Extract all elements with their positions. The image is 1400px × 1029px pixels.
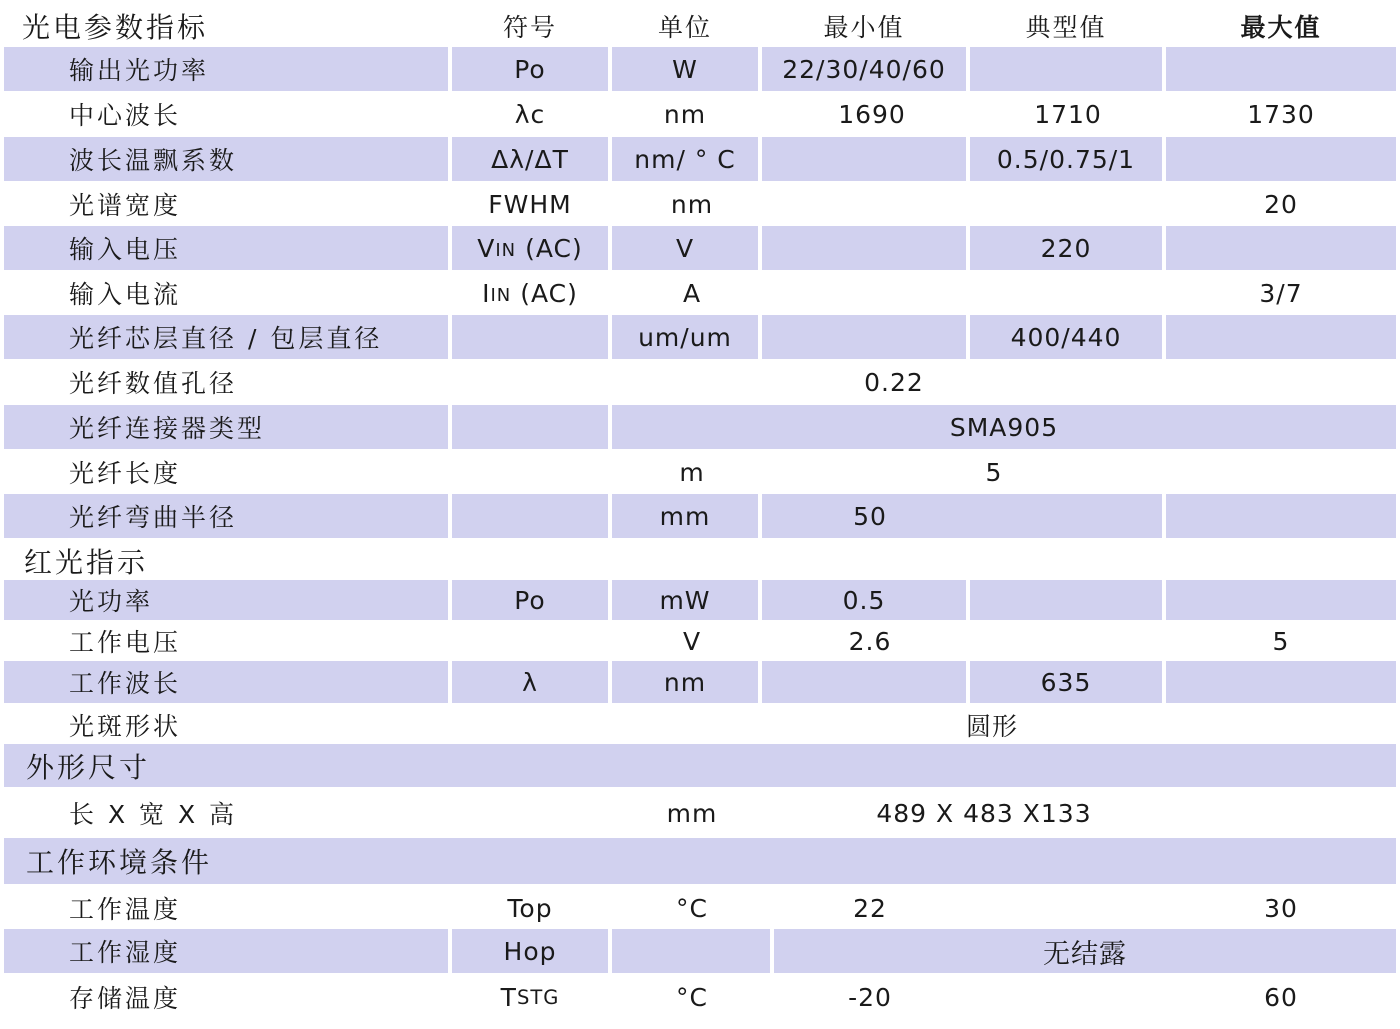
section-title: 红光指示 bbox=[24, 546, 149, 579]
cell-value: 圆形 bbox=[965, 712, 1018, 741]
cell-unit bbox=[612, 929, 770, 973]
table-row bbox=[0, 580, 1400, 620]
row-label: 光纤连接器类型 bbox=[4, 405, 448, 449]
row-label: 光斑形状 bbox=[69, 712, 182, 741]
table-row bbox=[0, 929, 1400, 973]
table-row bbox=[0, 975, 1400, 1019]
cell-unit: mW bbox=[612, 580, 758, 620]
cell-min bbox=[762, 661, 966, 703]
table-row bbox=[0, 494, 1400, 538]
cell-max: 20 bbox=[1264, 189, 1298, 219]
table-row bbox=[0, 405, 1400, 449]
cell-max bbox=[1166, 47, 1396, 91]
cell-symbol: Hop bbox=[452, 929, 608, 973]
cell-min bbox=[762, 137, 966, 181]
row-label: 光纤数值孔径 bbox=[69, 369, 238, 398]
cell-min bbox=[762, 226, 966, 270]
row-label: 中心波长 bbox=[69, 101, 182, 130]
cell-symbol: FWHM bbox=[488, 189, 572, 219]
cell-symbol: Top bbox=[507, 893, 553, 923]
cell-unit: V bbox=[682, 626, 702, 656]
row-label: 工作波长 bbox=[4, 661, 448, 703]
cell-symbol bbox=[452, 494, 608, 538]
cell-unit: nm bbox=[670, 189, 714, 219]
cell-value: 无结露 bbox=[774, 929, 1396, 973]
table-row bbox=[0, 92, 1400, 136]
cell-value: 5 bbox=[985, 457, 1003, 487]
symbol-tail: (AC) bbox=[525, 233, 583, 263]
section-header-red-light bbox=[0, 539, 1400, 583]
table-row bbox=[0, 704, 1400, 746]
cell-min: 22/30/40/60 bbox=[762, 47, 966, 91]
row-label: 输入电流 bbox=[69, 280, 182, 309]
row-label: 光纤弯曲半径 bbox=[4, 494, 448, 538]
row-label: 光纤长度 bbox=[69, 459, 182, 488]
cell-min: 1690 bbox=[838, 99, 906, 129]
row-label: 光纤芯层直径 / 包层直径 bbox=[4, 315, 448, 359]
table-row bbox=[0, 450, 1400, 494]
cell-symbol: Po bbox=[452, 47, 608, 91]
cell-min: 50 bbox=[762, 494, 978, 538]
symbol-subscript: IN bbox=[495, 239, 517, 261]
cell-max bbox=[1166, 494, 1396, 538]
cell-typ: 1710 bbox=[1034, 99, 1102, 129]
cell-unit: °C bbox=[676, 982, 708, 1012]
row-label: 工作温度 bbox=[69, 895, 182, 924]
cell-symbol: λc bbox=[514, 99, 546, 129]
cell-symbol bbox=[452, 226, 608, 270]
row-label: 光功率 bbox=[4, 580, 448, 620]
cell-value: 0.22 bbox=[864, 367, 924, 397]
table-row bbox=[0, 47, 1400, 91]
row-label: 长 X 宽 X 高 bbox=[69, 800, 238, 829]
cell-symbol: λ bbox=[452, 661, 608, 703]
cell-unit: A bbox=[682, 278, 702, 308]
cell-unit: um/um bbox=[612, 315, 758, 359]
table-title: 光电参数指标 bbox=[22, 11, 209, 44]
section-header-dimensions bbox=[0, 744, 1400, 787]
cell-typ bbox=[970, 494, 1162, 538]
table-row bbox=[0, 226, 1400, 270]
cell-max bbox=[1166, 661, 1396, 703]
cell-unit: W bbox=[612, 47, 758, 91]
row-label: 波长温飘系数 bbox=[4, 137, 448, 181]
cell-symbol: Po bbox=[452, 580, 608, 620]
cell-unit: nm bbox=[663, 99, 707, 129]
symbol-small-caps: STG bbox=[516, 985, 560, 1009]
row-label: 输出光功率 bbox=[4, 47, 448, 91]
cell-max: 60 bbox=[1264, 982, 1298, 1012]
cell-unit: m bbox=[679, 457, 705, 487]
table-row bbox=[0, 360, 1400, 404]
cell-min: 22 bbox=[853, 893, 887, 923]
col-header-typ: 典型值 bbox=[1025, 13, 1107, 42]
cell-typ bbox=[970, 580, 1162, 620]
table-row bbox=[0, 661, 1400, 703]
cell-typ: 220 bbox=[970, 226, 1162, 270]
table-row bbox=[0, 621, 1400, 661]
symbol-tail: (AC) bbox=[520, 278, 578, 308]
cell-symbol bbox=[452, 315, 608, 359]
cell-symbol bbox=[452, 975, 608, 1019]
cell-unit: mm bbox=[666, 798, 718, 828]
cell-unit: nm bbox=[612, 661, 758, 703]
row-label: 存储温度 bbox=[69, 984, 182, 1013]
row-label: 工作湿度 bbox=[4, 929, 448, 973]
col-header-unit: 单位 bbox=[657, 13, 712, 42]
section-title: 工作环境条件 bbox=[4, 838, 1396, 884]
cell-max bbox=[1166, 226, 1396, 270]
cell-symbol bbox=[452, 271, 608, 315]
row-label: 输入电压 bbox=[4, 226, 448, 270]
cell-unit: mm bbox=[612, 494, 758, 538]
section-title: 外形尺寸 bbox=[4, 744, 1396, 787]
section-header-environment bbox=[0, 838, 1400, 884]
symbol-main: V bbox=[477, 233, 496, 263]
cell-min: 0.5 bbox=[762, 580, 966, 620]
cell-min: 2.6 bbox=[848, 626, 892, 656]
cell-min: -20 bbox=[848, 982, 892, 1012]
col-header-min: 最小值 bbox=[823, 13, 905, 42]
table-row bbox=[0, 271, 1400, 315]
row-label: 工作电压 bbox=[69, 628, 182, 657]
cell-symbol: Δλ/ΔT bbox=[452, 137, 608, 181]
col-header-max: 最大值 bbox=[1240, 13, 1322, 42]
table-row bbox=[0, 790, 1400, 836]
cell-max bbox=[1166, 137, 1396, 181]
cell-symbol bbox=[452, 405, 608, 449]
table-row bbox=[0, 137, 1400, 181]
cell-max: 5 bbox=[1272, 626, 1290, 656]
cell-typ: 635 bbox=[970, 661, 1162, 703]
symbol-main: I bbox=[482, 278, 491, 308]
cell-typ: 400/440 bbox=[970, 315, 1162, 359]
table-row bbox=[0, 886, 1400, 930]
cell-max: 1730 bbox=[1247, 99, 1315, 129]
table-row bbox=[0, 182, 1400, 226]
cell-unit: °C bbox=[676, 893, 708, 923]
cell-value: 489 X 483 X133 bbox=[876, 798, 1092, 828]
cell-typ bbox=[970, 47, 1162, 91]
symbol-main: T bbox=[500, 982, 517, 1012]
cell-min bbox=[762, 315, 966, 359]
table-row bbox=[0, 315, 1400, 359]
cell-unit: nm/ ° C bbox=[612, 137, 758, 181]
symbol-subscript: IN bbox=[490, 284, 512, 306]
cell-unit: V bbox=[612, 226, 758, 270]
row-label: 光谱宽度 bbox=[69, 191, 182, 220]
cell-max bbox=[1166, 580, 1396, 620]
cell-typ: 0.5/0.75/1 bbox=[970, 137, 1162, 181]
cell-value: SMA905 bbox=[612, 405, 1396, 449]
cell-max: 3/7 bbox=[1259, 278, 1303, 308]
header-row bbox=[0, 4, 1400, 48]
col-header-symbol: 符号 bbox=[502, 13, 557, 42]
cell-max bbox=[1166, 315, 1396, 359]
cell-max: 30 bbox=[1264, 893, 1298, 923]
